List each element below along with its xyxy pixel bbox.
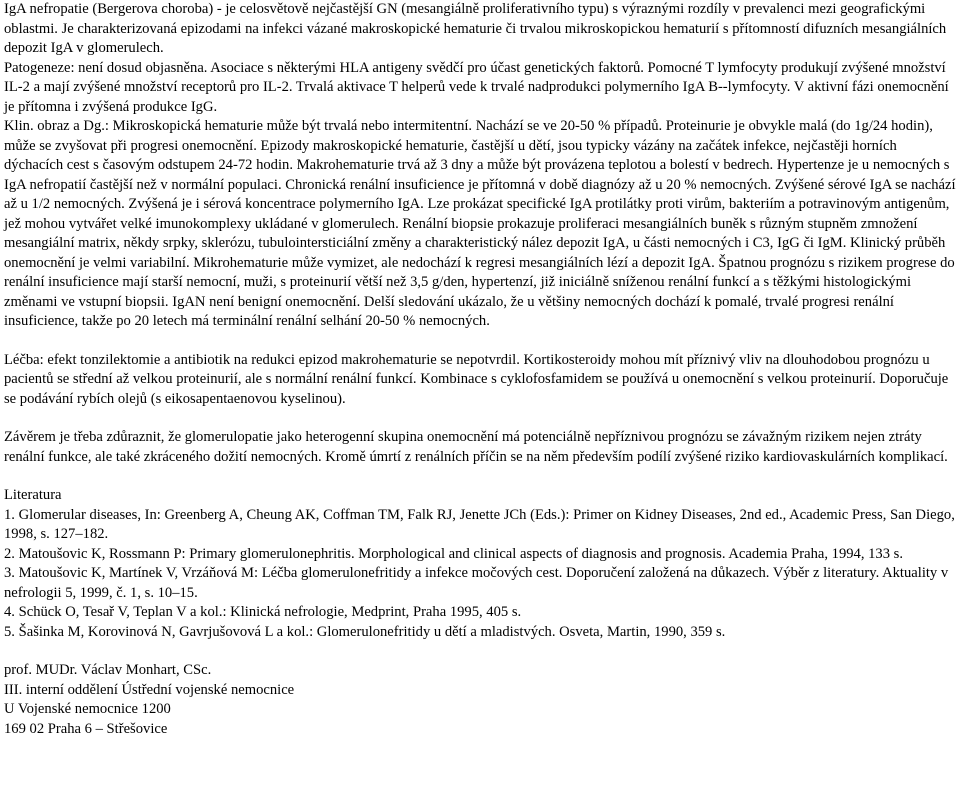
paragraph-clinical-picture: Klin. obraz a Dg.: Mikroskopická hematurie může být trvalá nebo intermitentní. Nachází se ve 20-50 % případů. Proteinurie je obvykle malá (do 1g/24 hodin), může se zvyšovat při progresi onemocnění. Epizody makroskopické hematurie, častější u dětí, jsou typicky vázány na začátek infekce, nejčastěji horních dýchacích cest s časovým odstupem 24-72 hodin. Makrohematurie trvá až 3 dny a může být provázena teplotou a bolestí v bedrech. Hypertenze je u nemocných s IgA nefropatií častější než v normální populaci. Chronická renální insuficience je přítomná v době diagnózy až u 20 % nemocných. Zvýšené sérové IgA se nachází až u 1/2 nemocných. Zvýšená je i sérová koncentrace polymerního IgA. Lze prokázat specifické IgA protilátky proti virům, bakteriím a potravinovým antigenům, jež mohou vytvářet velké imunokomplexy ukládané v glomerulech. Renální biopsie prokazuje proliferaci mesangiálních buněk s různým stupněm zmnožení mesangiální matrix, někdy srpky, sklerózu, tubulointersticiální změny a charakteristický nález depozit IgA, u části nemocných i C3, IgG či IgM. Klinický průběh onemocnění je velmi variabilní. Mikrohematurie může vymizet, ale nedochází k regresi mesangiálních lézí a depozit IgA. Špatnou prognózu s rizikem progrese do renální insuficience mají starší nemocní, muži, s proteinurií větší než 3,5 g/den, hypertenzí, již iniciálně sníženou renální funkcí a s těžkými histologickými změnami ve vstupní biopsii. IgAN není benigní onemocnění. Delší sledování ukázalo, že u většiny nemocných dochází k pomalé, trvalé progresi renální insuficience, takže po 20 letech má terminální renální selhání 20-50 % nemocných. [4, 118, 956, 329]
references-section [4, 486, 956, 642]
author-name: prof. MUDr. Václav Monhart, CSc. [4, 662, 212, 678]
references-heading: Literatura [4, 487, 62, 503]
paragraph-spacer [4, 332, 956, 351]
paragraph-conclusion: Závěrem je třeba zdůraznit, že glomerulopatie jako heterogenní skupina onemocnění má potenciálně nepříznivou prognózu se závažným rizikem nejen ztráty renální funkce, ale také zkráceného dožití nemocných. Kromě úmrtí z renálních příčin se na něm především podílí zvýšené riziko kardiovaskulárních komplikací. [4, 429, 948, 465]
author-department: III. interní oddělení Ústřední vojenské nemocnice [4, 681, 295, 698]
paragraph-pathogenesis: Patogeneze: není dosud objasněna. Asociace s některými HLA antigeny svědčí pro účast genetických faktorů. Pomocné T lymfocyty produkují zvýšené množství IL-2 a mají zvýšené množství receptorů pro IL-2. Trvalá aktivace T helperů vede k trvalé nadprodukci polymerního IgA B--lymfocyty. V aktivní fázi onemocnění je přítomna i zvýšená produkce IgG. [4, 59, 949, 115]
reference-item: 2. Matoušovic K, Rossmann P: Primary glomerulonephritis. Morphological and clinical aspects of diagnosis and prognosis. Academia Praha, 1994, 133 s. [4, 545, 904, 562]
paragraph-spacer [4, 409, 956, 428]
paragraph-introduction: IgA nefropatie (Bergerova choroba) - je celosvětově nejčastější GN (mesangiálně proliferativního typu) s výraznými rozdíly v prevalenci mezi geografickými oblastmi. Je charakterizovaná epizodami na infekci vázané makroskopické hematurie či trvalou mikroskopickou hematurií s přítomností difuzních mesangiálních depozit IgA v glomerulech. [4, 1, 947, 56]
paragraph-treatment: Léčba: efekt tonzilektomie a antibiotik na redukci epizod makrohematurie se nepotvrdil. Kortikosteroidy mohou mít příznivý vliv na dlouhodobou prognózu u pacientů se střední až velkou proteinurií, ale s normální renální funkcí. Kombinace s cyklofosfamidem se používá u onemocnění s velkou proteinurií. Doporučuje se podávání rybích olejů (s eikosapentaenovou kyselinou). [4, 351, 949, 407]
reference-item: 5. Šašinka M, Korovinová N, Gavrjušovová L a kol.: Glomerulonefritidy u dětí a mladistvých. Osveta, Martin, 1990, 359 s. [4, 623, 726, 640]
paragraph-spacer [4, 642, 956, 661]
paragraph-spacer [4, 467, 956, 486]
reference-item: 4. Schück O, Tesař V, Teplan V a kol.: Klinická nefrologie, Medprint, Praha 1995, 405 s. [4, 604, 522, 620]
reference-item: 3. Matoušovic K, Martínek V, Vrzáňová M: Léčba glomerulonefritidy a infekce močových cest. Doporučení založená na důkazech. Výběr z literatury. Aktuality v nefrologii 5, 1999, č. 1, s. 10–15. [4, 565, 949, 601]
author-city: 169 02 Praha 6 – Střešovice [4, 720, 168, 737]
author-street: U Vojenské nemocnice 1200 [4, 701, 171, 717]
author-address [4, 661, 956, 739]
reference-item: 1. Glomerular diseases, In: Greenberg A, Cheung AK, Coffman TM, Falk RJ, Jenette JCh (Eds.): Primer on Kidney Diseases, 2nd ed., Academic Press, San Diego, 1998, s. 127–182. [4, 506, 955, 542]
